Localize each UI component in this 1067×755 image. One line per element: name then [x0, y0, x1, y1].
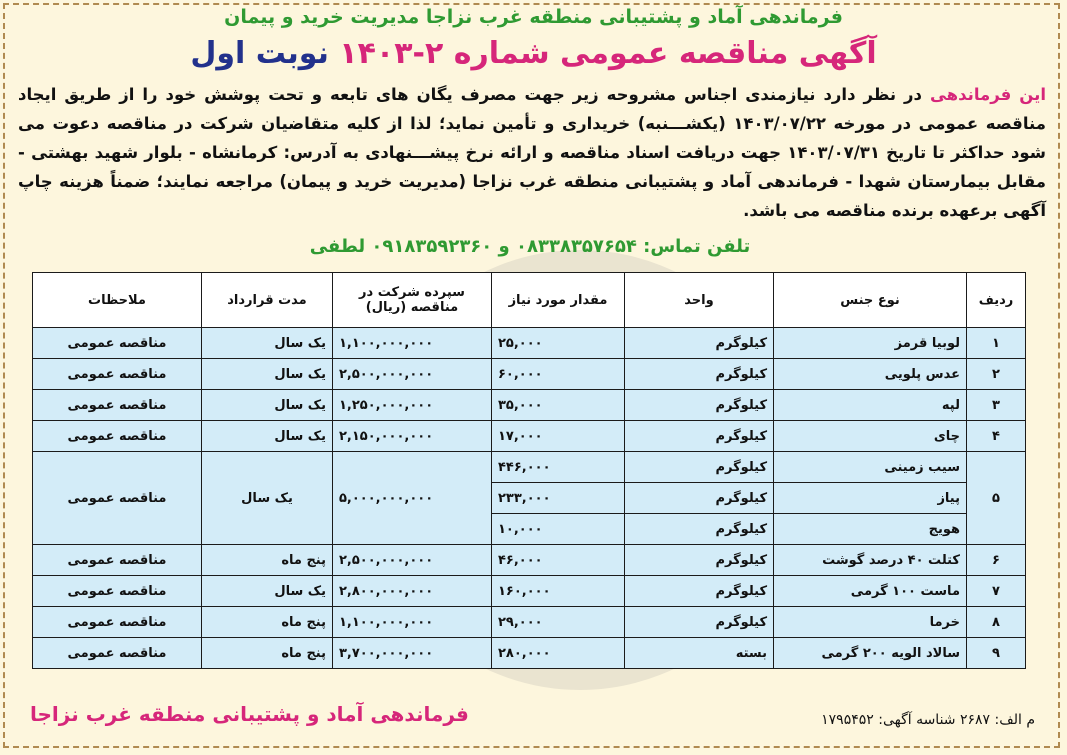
row-deposit: ۱,۱۰۰,۰۰۰,۰۰۰ [333, 607, 492, 638]
row-item: سالاد الویه ۲۰۰ گرمی [774, 638, 967, 669]
row-duration: پنج ماه [202, 545, 333, 576]
intro-text: در نظر دارد نیازمندی اجناس مشروحه زیر جهت مصرف یگان های تابعه و تحت پوشش خود را از طریق ایجاد مناقصه عمومی در مورخه ۱۴۰۳/۰۷/۲۲ (یکشـــنبه) خریداری و تأمین نماید؛ لذا از کلیه متقاضیان شرکت در مناقصه دعوت می شود حداکثر تا تاریخ ۱۴۰۳/۰۷/۳۱ جهت دریافت اسناد مناقصه و ارائه نرخ پیشـــنهادی به آدرس: کرمانشاه - بلوار شهید بهشتی - مقابل بیمارستان شهدا - فرماندهی آماد و پشتیبانی منطقه غرب نزاجا (مدیریت خرید و پیمان) مراجعه نمایند؛ ضمناً هزینه چاپ آگهی برعهده برنده مناقصه می باشد. [18, 85, 1046, 220]
header-unit: واحد [625, 273, 774, 328]
row-deposit: ۱,۲۵۰,۰۰۰,۰۰۰ [333, 390, 492, 421]
row-duration: یک سال [202, 359, 333, 390]
row-unit: کیلوگرم [625, 328, 774, 359]
row-notes: مناقصه عمومی [33, 390, 202, 421]
row-item: لپه [774, 390, 967, 421]
table-row [33, 545, 1026, 576]
row-qty: ۱۶۰,۰۰۰ [492, 576, 625, 607]
row-unit: کیلوگرم [625, 576, 774, 607]
row-notes: مناقصه عمومی [33, 607, 202, 638]
intro-paragraph [18, 80, 1046, 225]
row-duration: پنج ماه [202, 638, 333, 669]
row-unit: کیلوگرم [625, 483, 774, 514]
header-deposit: سپرده شرکت در مناقصه (ریال) [333, 273, 492, 328]
row-unit: کیلوگرم [625, 421, 774, 452]
row-qty: ۴۴۶,۰۰۰ [492, 452, 625, 483]
header-duration: مدت قرارداد [202, 273, 333, 328]
row-item: ماست ۱۰۰ گرمی [774, 576, 967, 607]
table-row [33, 607, 1026, 638]
row-item: خرما [774, 607, 967, 638]
row-qty: ۲۸۰,۰۰۰ [492, 638, 625, 669]
header-item: نوع جنس [774, 273, 967, 328]
row-deposit: ۲,۱۵۰,۰۰۰,۰۰۰ [333, 421, 492, 452]
row-unit: بسته [625, 638, 774, 669]
row-deposit: ۳,۷۰۰,۰۰۰,۰۰۰ [333, 638, 492, 669]
row-num: ۳ [967, 390, 1026, 421]
contact-phone: تلفن تماس: ۰۸۳۳۸۳۵۷۶۵۴ و ۰۹۱۸۳۵۹۲۳۶۰ لطفی [309, 236, 751, 257]
header-notes: ملاحظات [33, 273, 202, 328]
row-unit: کیلوگرم [625, 607, 774, 638]
row-duration: یک سال [202, 421, 333, 452]
row-duration: یک سال [202, 390, 333, 421]
row-item: کتلت ۴۰ درصد گوشت [774, 545, 967, 576]
row-item: پیاز [774, 483, 967, 514]
row-deposit: ۲,۵۰۰,۰۰۰,۰۰۰ [333, 545, 492, 576]
table-row [33, 452, 1026, 483]
row-duration: پنج ماه [202, 607, 333, 638]
row-deposit: ۲,۵۰۰,۰۰۰,۰۰۰ [333, 359, 492, 390]
row-unit: کیلوگرم [625, 452, 774, 483]
row-unit: کیلوگرم [625, 390, 774, 421]
row-deposit: ۲,۸۰۰,۰۰۰,۰۰۰ [333, 576, 492, 607]
row-qty: ۱۰,۰۰۰ [492, 514, 625, 545]
row-num: ۴ [967, 421, 1026, 452]
row-deposit: ۱,۱۰۰,۰۰۰,۰۰۰ [333, 328, 492, 359]
row-qty: ۶۰,۰۰۰ [492, 359, 625, 390]
row-num: ۵ [967, 452, 1026, 545]
row-unit: کیلوگرم [625, 514, 774, 545]
row-notes: مناقصه عمومی [33, 452, 202, 545]
row-qty: ۴۶,۰۰۰ [492, 545, 625, 576]
row-qty: ۲۵,۰۰۰ [492, 328, 625, 359]
row-duration: یک سال [202, 452, 333, 545]
tender-table [32, 272, 1026, 669]
row-qty: ۲۳۳,۰۰۰ [492, 483, 625, 514]
row-unit: کیلوگرم [625, 359, 774, 390]
row-item: لوبیا قرمز [774, 328, 967, 359]
ad-code: م الف: ۲۶۸۷ شناسه آگهی: ۱۷۹۵۴۵۲ [821, 712, 1035, 728]
row-duration: یک سال [202, 576, 333, 607]
row-unit: کیلوگرم [625, 545, 774, 576]
announcement-title [0, 36, 1067, 71]
row-qty: ۱۷,۰۰۰ [492, 421, 625, 452]
row-notes: مناقصه عمومی [33, 638, 202, 669]
title-suffix: نوبت اول [190, 36, 329, 71]
table-row [33, 328, 1026, 359]
row-num: ۷ [967, 576, 1026, 607]
row-deposit: ۵,۰۰۰,۰۰۰,۰۰۰ [333, 452, 492, 545]
table-row [33, 638, 1026, 669]
table-row [33, 359, 1026, 390]
table-row [33, 390, 1026, 421]
row-item: عدس پلویی [774, 359, 967, 390]
row-num: ۱ [967, 328, 1026, 359]
row-qty: ۲۹,۰۰۰ [492, 607, 625, 638]
header-qty: مقدار مورد نیاز [492, 273, 625, 328]
row-duration: یک سال [202, 328, 333, 359]
row-num: ۹ [967, 638, 1026, 669]
row-notes: مناقصه عمومی [33, 421, 202, 452]
row-num: ۲ [967, 359, 1026, 390]
table-row [33, 576, 1026, 607]
row-qty: ۳۵,۰۰۰ [492, 390, 625, 421]
table-header-row [33, 273, 1026, 328]
row-notes: مناقصه عمومی [33, 576, 202, 607]
row-notes: مناقصه عمومی [33, 545, 202, 576]
row-num: ۸ [967, 607, 1026, 638]
header-num: ردیف [967, 273, 1026, 328]
organization-line: فرماندهی آماد و پشتیبانی منطقه غرب نزاجا مدیریت خرید و پیمان [224, 6, 843, 28]
table-row [33, 421, 1026, 452]
row-notes: مناقصه عمومی [33, 328, 202, 359]
row-num: ۶ [967, 545, 1026, 576]
row-item: سیب زمینی [774, 452, 967, 483]
row-item: هویج [774, 514, 967, 545]
row-notes: مناقصه عمومی [33, 359, 202, 390]
title-main: آگهی مناقصه عمومی شماره ۲-۱۴۰۳ [339, 36, 877, 71]
signature: فرماندهی آماد و پشتیبانی منطقه غرب نزاجا [30, 702, 469, 726]
intro-highlight: این فرماندهی [929, 85, 1046, 104]
row-item: چای [774, 421, 967, 452]
